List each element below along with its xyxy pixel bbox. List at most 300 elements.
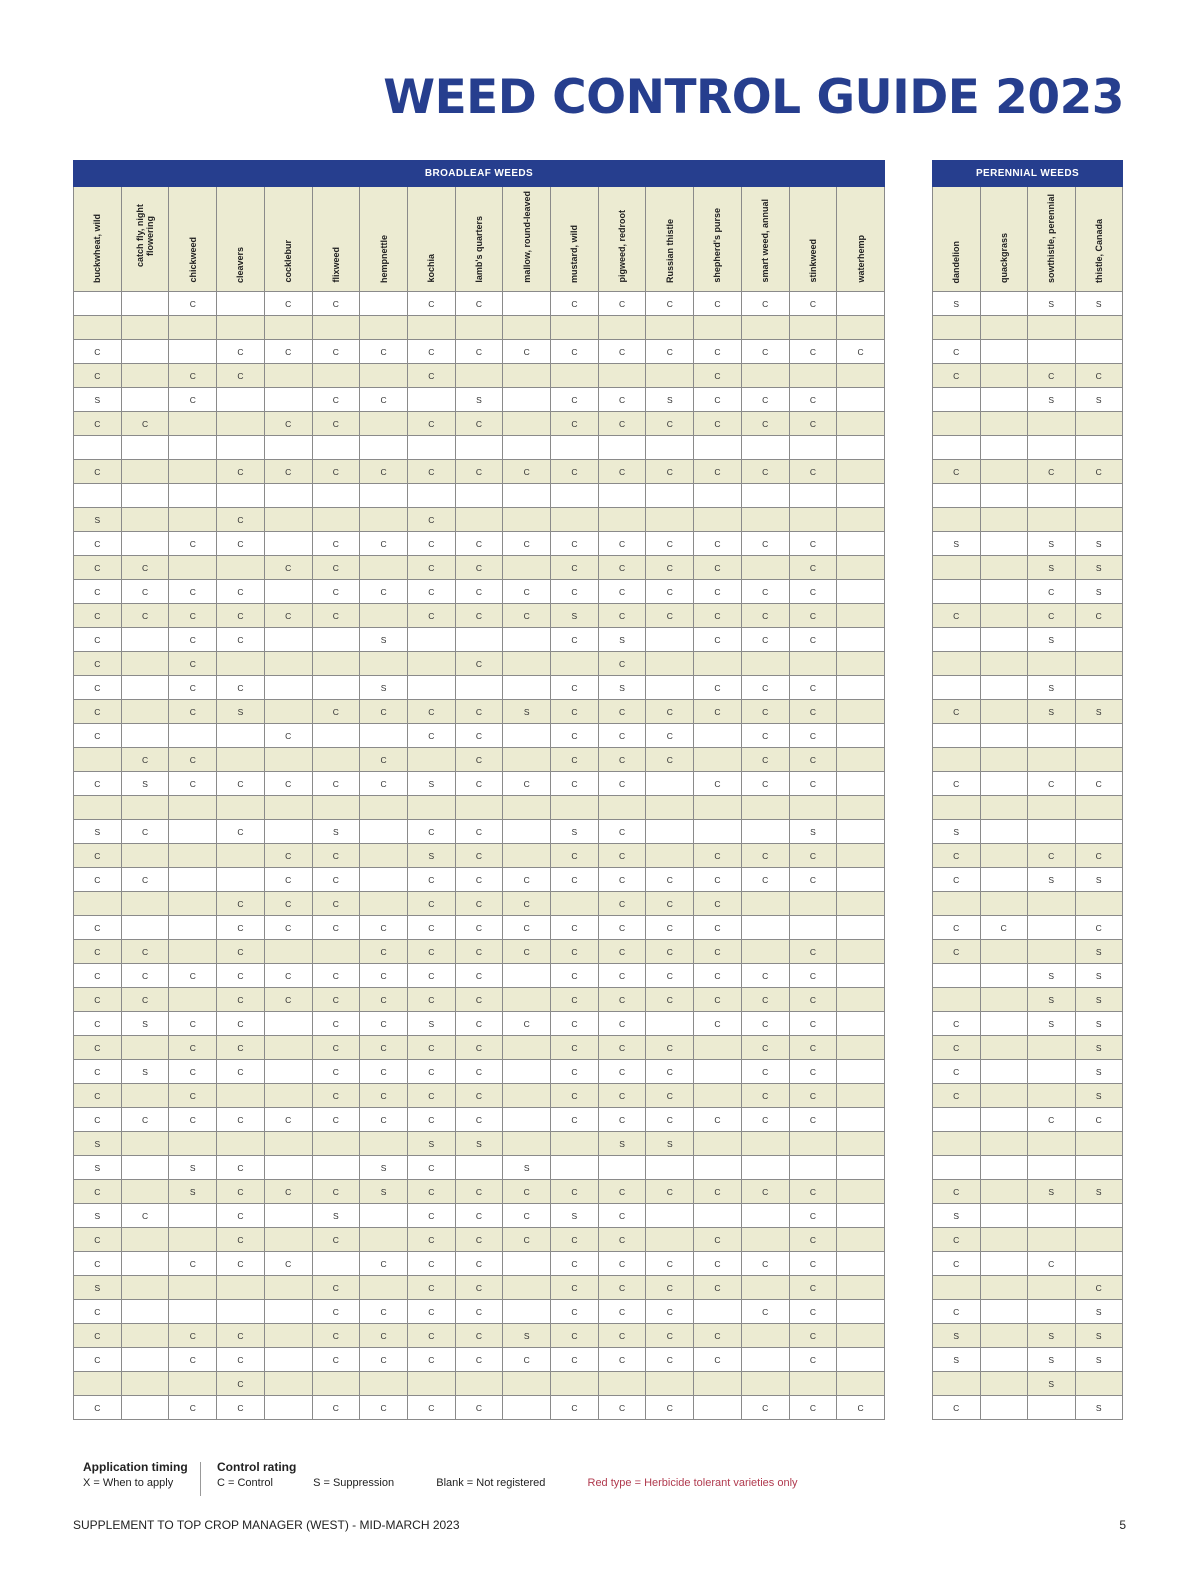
rating-cell xyxy=(74,436,122,460)
rating-cell: C xyxy=(837,340,885,364)
rating-cell: C xyxy=(455,1348,503,1372)
rating-cell xyxy=(360,412,408,436)
rating-cell: C xyxy=(121,1108,169,1132)
table-row xyxy=(933,388,1123,412)
table-row xyxy=(933,652,1123,676)
rating-cell xyxy=(503,484,551,508)
rating-cell: C xyxy=(551,1060,599,1084)
rating-cell: C xyxy=(264,916,312,940)
rating-cell: C xyxy=(312,1228,360,1252)
rating-cell: C xyxy=(74,1324,122,1348)
rating-cell: C xyxy=(217,772,265,796)
rating-cell xyxy=(980,628,1028,652)
rating-cell xyxy=(121,796,169,820)
rating-cell: C xyxy=(741,1396,789,1420)
rating-cell: C xyxy=(741,724,789,748)
rating-cell: C xyxy=(121,988,169,1012)
rating-cell xyxy=(121,628,169,652)
rating-cell: C xyxy=(312,292,360,316)
column-header-label: cocklebur xyxy=(283,240,294,283)
rating-cell xyxy=(1028,892,1076,916)
rating-cell xyxy=(1075,1252,1123,1276)
rating-cell xyxy=(121,340,169,364)
rating-cell xyxy=(121,1324,169,1348)
rating-cell: C xyxy=(407,1084,455,1108)
rating-cell xyxy=(837,1084,885,1108)
rating-cell: C xyxy=(169,1108,217,1132)
rating-cell xyxy=(1075,724,1123,748)
rating-cell: C xyxy=(169,532,217,556)
rating-cell: C xyxy=(551,1180,599,1204)
rating-cell: S xyxy=(1028,964,1076,988)
rating-cell xyxy=(503,364,551,388)
rating-cell xyxy=(503,724,551,748)
rating-cell xyxy=(1028,1036,1076,1060)
rating-cell: C xyxy=(551,1108,599,1132)
rating-cell xyxy=(1028,1060,1076,1084)
rating-cell xyxy=(1075,1132,1123,1156)
rating-cell xyxy=(264,1276,312,1300)
rating-cell xyxy=(455,484,503,508)
rating-cell: S xyxy=(74,1276,122,1300)
rating-cell xyxy=(121,1156,169,1180)
rating-cell: C xyxy=(551,1348,599,1372)
rating-cell: C xyxy=(1028,580,1076,604)
rating-cell: C xyxy=(312,868,360,892)
rating-cell xyxy=(121,844,169,868)
rating-cell xyxy=(360,1204,408,1228)
rating-cell xyxy=(646,436,694,460)
rating-cell xyxy=(407,652,455,676)
rating-cell xyxy=(837,412,885,436)
rating-cell: C xyxy=(360,1324,408,1348)
rating-cell: C xyxy=(789,580,837,604)
rating-cell xyxy=(1028,484,1076,508)
rating-cell xyxy=(694,316,742,340)
rating-cell: S xyxy=(503,1324,551,1348)
rating-cell: C xyxy=(503,460,551,484)
rating-cell: C xyxy=(407,1036,455,1060)
rating-cell: C xyxy=(455,604,503,628)
rating-cell xyxy=(360,1372,408,1396)
rating-cell: S xyxy=(1028,676,1076,700)
rating-cell xyxy=(264,1156,312,1180)
rating-cell xyxy=(503,412,551,436)
rating-cell: C xyxy=(360,1252,408,1276)
rating-cell: C xyxy=(789,940,837,964)
rating-cell: C xyxy=(455,964,503,988)
rating-cell xyxy=(121,292,169,316)
rating-cell xyxy=(741,820,789,844)
rating-cell: C xyxy=(789,772,837,796)
rating-cell xyxy=(980,1036,1028,1060)
rating-cell xyxy=(1028,1204,1076,1228)
table-row xyxy=(933,1300,1123,1324)
page-number: 5 xyxy=(1119,1518,1126,1532)
rating-cell: S xyxy=(74,1132,122,1156)
table-row xyxy=(74,1036,885,1060)
rating-cell: C xyxy=(741,964,789,988)
rating-cell xyxy=(837,1036,885,1060)
rating-cell xyxy=(360,436,408,460)
rating-cell xyxy=(121,1252,169,1276)
rating-cell xyxy=(598,796,646,820)
rating-cell: C xyxy=(169,1396,217,1420)
rating-cell xyxy=(217,652,265,676)
rating-cell: C xyxy=(933,1036,981,1060)
rating-cell xyxy=(837,820,885,844)
table-row xyxy=(74,676,885,700)
rating-cell: S xyxy=(1028,1324,1076,1348)
rating-cell: C xyxy=(360,388,408,412)
rating-cell: C xyxy=(694,580,742,604)
rating-cell: S xyxy=(1028,1180,1076,1204)
rating-cell: C xyxy=(217,676,265,700)
rating-cell xyxy=(980,604,1028,628)
rating-cell: S xyxy=(360,628,408,652)
table-row xyxy=(74,556,885,580)
table-row xyxy=(74,916,885,940)
rating-cell xyxy=(694,484,742,508)
rating-cell xyxy=(217,1084,265,1108)
rating-cell: C xyxy=(455,748,503,772)
rating-cell: S xyxy=(1028,1012,1076,1036)
rating-cell xyxy=(169,1132,217,1156)
rating-cell xyxy=(1075,820,1123,844)
rating-cell xyxy=(646,1228,694,1252)
rating-cell xyxy=(503,1108,551,1132)
rating-cell: C xyxy=(407,724,455,748)
table-row xyxy=(933,316,1123,340)
rating-cell: C xyxy=(169,1060,217,1084)
rating-cell: C xyxy=(407,1228,455,1252)
rating-cell: C xyxy=(694,772,742,796)
table-row xyxy=(933,556,1123,580)
rating-cell: S xyxy=(933,292,981,316)
rating-cell xyxy=(837,796,885,820)
rating-cell: C xyxy=(694,868,742,892)
perennial-weeds-header: PERENNIAL WEEDS xyxy=(933,161,1123,187)
rating-cell: C xyxy=(360,1012,408,1036)
rating-cell xyxy=(980,676,1028,700)
rating-cell xyxy=(503,292,551,316)
rating-cell: C xyxy=(789,604,837,628)
rating-cell: C xyxy=(74,1012,122,1036)
rating-cell xyxy=(1028,1228,1076,1252)
rating-cell: S xyxy=(74,1204,122,1228)
broadleaf-weeds-table xyxy=(73,160,885,1420)
rating-cell xyxy=(1028,1396,1076,1420)
rating-cell: C xyxy=(1075,1276,1123,1300)
rating-cell xyxy=(264,676,312,700)
table-row xyxy=(933,580,1123,604)
rating-cell: C xyxy=(503,892,551,916)
rating-cell xyxy=(646,1012,694,1036)
rating-cell xyxy=(121,1276,169,1300)
rating-cell xyxy=(169,892,217,916)
table-row xyxy=(933,1012,1123,1036)
rating-cell: C xyxy=(646,604,694,628)
rating-cell: S xyxy=(1075,940,1123,964)
rating-cell: C xyxy=(455,1396,503,1420)
rating-cell: C xyxy=(598,1348,646,1372)
rating-cell xyxy=(169,1276,217,1300)
rating-cell: C xyxy=(217,1060,265,1084)
rating-cell xyxy=(741,1132,789,1156)
rating-cell xyxy=(217,1132,265,1156)
rating-cell: C xyxy=(789,340,837,364)
rating-cell: S xyxy=(74,388,122,412)
rating-cell xyxy=(741,940,789,964)
table-row xyxy=(74,1180,885,1204)
rating-cell: C xyxy=(74,916,122,940)
rating-cell xyxy=(837,844,885,868)
table-row xyxy=(933,484,1123,508)
table-row xyxy=(74,1396,885,1420)
rating-cell xyxy=(551,316,599,340)
rating-cell xyxy=(264,316,312,340)
blank-key: Blank = Not registered xyxy=(436,1477,546,1489)
rating-cell: C xyxy=(264,556,312,580)
rating-cell: S xyxy=(503,700,551,724)
rating-cell xyxy=(407,748,455,772)
rating-cell: C xyxy=(551,1012,599,1036)
rating-cell xyxy=(407,676,455,700)
rating-cell: S xyxy=(455,388,503,412)
rating-cell: C xyxy=(169,580,217,604)
rating-cell: S xyxy=(1075,1036,1123,1060)
rating-cell xyxy=(741,1204,789,1228)
table-row xyxy=(933,1276,1123,1300)
rating-cell: C xyxy=(1075,844,1123,868)
rating-cell: C xyxy=(694,556,742,580)
table-row xyxy=(74,988,885,1012)
rating-cell xyxy=(360,892,408,916)
rating-cell: C xyxy=(312,1300,360,1324)
rating-cell: C xyxy=(1075,364,1123,388)
rating-cell xyxy=(121,1228,169,1252)
rating-cell xyxy=(741,556,789,580)
column-header-label: Russian thistle xyxy=(664,218,675,283)
rating-cell: C xyxy=(1028,364,1076,388)
rating-cell: C xyxy=(264,844,312,868)
rating-cell: C xyxy=(312,580,360,604)
rating-cell: C xyxy=(694,1180,742,1204)
rating-cell: S xyxy=(1028,988,1076,1012)
rating-cell xyxy=(980,436,1028,460)
rating-cell: S xyxy=(1075,1060,1123,1084)
table-row xyxy=(74,316,885,340)
rating-cell: C xyxy=(407,988,455,1012)
rating-cell xyxy=(360,652,408,676)
rating-cell: S xyxy=(598,1132,646,1156)
rating-cell: C xyxy=(169,628,217,652)
rating-cell xyxy=(551,652,599,676)
table-row xyxy=(933,1348,1123,1372)
rating-cell xyxy=(264,580,312,604)
rating-cell xyxy=(741,892,789,916)
rating-cell: S xyxy=(169,1156,217,1180)
rating-cell xyxy=(694,1396,742,1420)
column-header-cocklebur xyxy=(264,187,312,292)
table-row xyxy=(933,412,1123,436)
rating-cell: C xyxy=(360,964,408,988)
rating-cell xyxy=(121,1348,169,1372)
rating-cell xyxy=(503,844,551,868)
rating-cell xyxy=(741,1324,789,1348)
rating-cell xyxy=(121,316,169,340)
table-row xyxy=(74,1132,885,1156)
rating-cell xyxy=(121,364,169,388)
rating-cell: C xyxy=(741,700,789,724)
table-row xyxy=(74,532,885,556)
rating-cell: C xyxy=(741,676,789,700)
rating-cell xyxy=(980,724,1028,748)
rating-cell: S xyxy=(1075,1396,1123,1420)
rating-cell: S xyxy=(789,820,837,844)
column-header-label: waterhemp xyxy=(855,235,866,283)
column-header-label: kochia xyxy=(426,254,437,283)
column-header-pigweed-redroot xyxy=(598,187,646,292)
rating-cell: C xyxy=(503,340,551,364)
column-header-label: quackgrass xyxy=(998,232,1009,283)
rating-cell xyxy=(1075,1204,1123,1228)
rating-cell: C xyxy=(933,916,981,940)
rating-cell xyxy=(1075,316,1123,340)
rating-cell xyxy=(933,652,981,676)
rating-cell: C xyxy=(74,340,122,364)
rating-cell xyxy=(980,868,1028,892)
rating-cell xyxy=(264,1036,312,1060)
rating-cell xyxy=(933,724,981,748)
rating-cell: C xyxy=(121,868,169,892)
rating-cell xyxy=(264,1204,312,1228)
rating-cell: S xyxy=(1075,988,1123,1012)
rating-cell: C xyxy=(598,1204,646,1228)
rating-cell xyxy=(646,628,694,652)
rating-cell xyxy=(980,1300,1028,1324)
rating-cell xyxy=(933,676,981,700)
rating-cell xyxy=(1028,724,1076,748)
rating-cell xyxy=(169,556,217,580)
rating-cell: C xyxy=(217,604,265,628)
column-header-mustard-wild xyxy=(551,187,599,292)
column-header-cleavers xyxy=(217,187,265,292)
rating-cell: C xyxy=(74,532,122,556)
rating-cell: C xyxy=(646,916,694,940)
rating-cell: C xyxy=(264,460,312,484)
rating-cell: C xyxy=(217,1372,265,1396)
rating-cell xyxy=(169,820,217,844)
rating-cell xyxy=(741,1228,789,1252)
rating-cell xyxy=(74,1372,122,1396)
rating-cell: C xyxy=(169,292,217,316)
table-row xyxy=(933,1108,1123,1132)
rating-cell: C xyxy=(598,1324,646,1348)
rating-cell: C xyxy=(360,1300,408,1324)
rating-cell: C xyxy=(694,1348,742,1372)
rating-cell: C xyxy=(694,1228,742,1252)
rating-cell: C xyxy=(789,1396,837,1420)
rating-cell: C xyxy=(312,604,360,628)
rating-cell: C xyxy=(121,1204,169,1228)
rating-cell: C xyxy=(455,1228,503,1252)
rating-cell xyxy=(980,1180,1028,1204)
rating-cell xyxy=(407,796,455,820)
rating-cell xyxy=(598,1372,646,1396)
rating-cell xyxy=(407,484,455,508)
rating-cell: C xyxy=(741,604,789,628)
rating-cell xyxy=(312,364,360,388)
rating-cell: C xyxy=(455,772,503,796)
rating-cell: S xyxy=(1028,532,1076,556)
rating-cell: C xyxy=(264,604,312,628)
rating-cell xyxy=(360,364,408,388)
rating-cell xyxy=(121,676,169,700)
rating-cell: C xyxy=(694,1012,742,1036)
rating-cell: C xyxy=(1075,916,1123,940)
rating-cell: C xyxy=(407,532,455,556)
rating-cell xyxy=(646,1204,694,1228)
rating-cell: C xyxy=(551,964,599,988)
rating-cell: C xyxy=(455,1036,503,1060)
rating-cell: C xyxy=(217,892,265,916)
rating-cell: C xyxy=(407,604,455,628)
rating-cell xyxy=(551,364,599,388)
rating-cell: C xyxy=(217,1180,265,1204)
rating-cell: C xyxy=(74,1300,122,1324)
rating-cell xyxy=(312,1252,360,1276)
rating-cell: C xyxy=(789,1036,837,1060)
rating-cell xyxy=(694,1036,742,1060)
rating-cell: S xyxy=(646,1132,694,1156)
rating-cell: C xyxy=(789,460,837,484)
rating-cell: C xyxy=(694,892,742,916)
broadleaf-column-headers xyxy=(74,187,885,292)
table-row xyxy=(933,700,1123,724)
rating-cell xyxy=(169,1204,217,1228)
rating-cell xyxy=(121,652,169,676)
rating-cell: C xyxy=(933,1228,981,1252)
rating-cell xyxy=(837,604,885,628)
rating-cell xyxy=(312,628,360,652)
rating-cell xyxy=(551,796,599,820)
rating-cell xyxy=(980,772,1028,796)
rating-cell xyxy=(455,1372,503,1396)
rating-cell xyxy=(169,940,217,964)
rating-cell: C xyxy=(455,1108,503,1132)
rating-cell xyxy=(1028,1156,1076,1180)
table-row xyxy=(74,1324,885,1348)
rating-cell: C xyxy=(646,868,694,892)
rating-cell xyxy=(551,1132,599,1156)
rating-cell: S xyxy=(1075,388,1123,412)
rating-cell xyxy=(74,484,122,508)
rating-cell: C xyxy=(741,340,789,364)
rating-cell: C xyxy=(264,340,312,364)
rating-cell: S xyxy=(551,820,599,844)
application-timing-label: Application timing xyxy=(83,1460,188,1474)
rating-cell: C xyxy=(455,1060,503,1084)
rating-cell: C xyxy=(74,1228,122,1252)
rating-cell: C xyxy=(741,532,789,556)
table-row xyxy=(74,1300,885,1324)
rating-cell: C xyxy=(455,1300,503,1324)
rating-cell: C xyxy=(312,892,360,916)
rating-cell xyxy=(264,940,312,964)
rating-cell xyxy=(980,412,1028,436)
rating-cell xyxy=(980,556,1028,580)
